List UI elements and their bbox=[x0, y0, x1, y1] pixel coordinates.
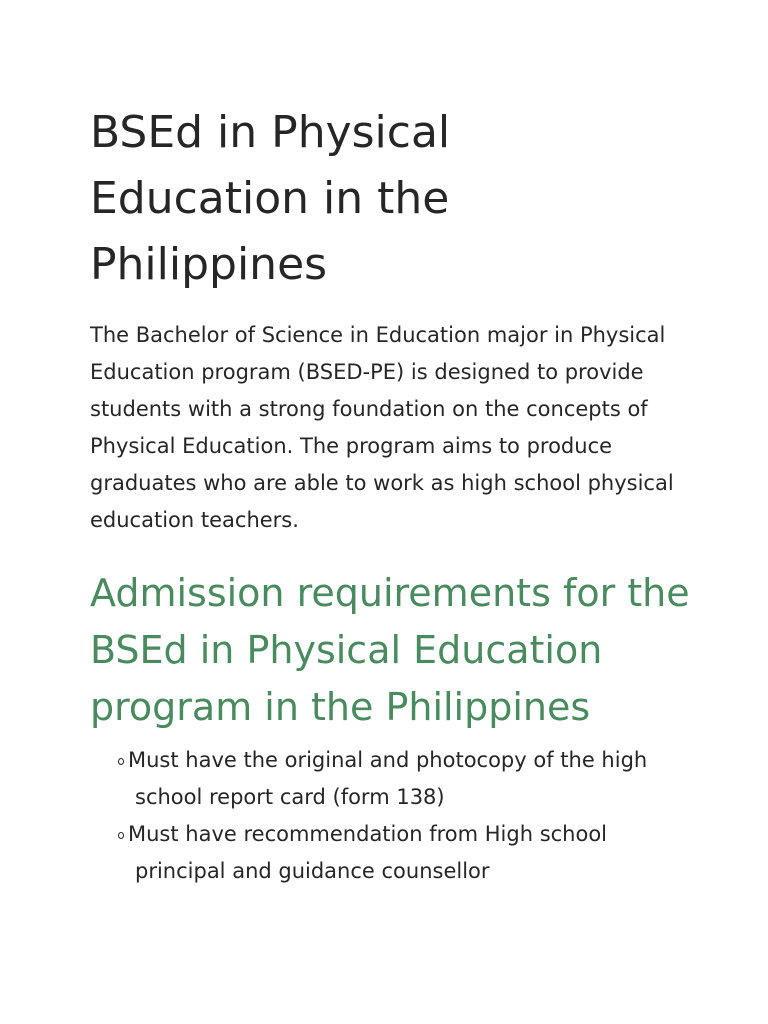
page-title: BSEd in Physical Education in the Philippines bbox=[90, 107, 451, 290]
admission-heading: Admission requirements for the BSEd in Physical Education program in the Philippines bbox=[90, 571, 690, 729]
intro-paragraph: The Bachelor of Science in Education major in Physical Education program (BSED-PE) is designed to provide students with a strong foundation on the concepts of Physical Education. The program aims to produce graduates who are able to work as high school physical education teachers. bbox=[90, 323, 674, 532]
requirement-text: Must have recommendation from High school principal and guidance counsellor bbox=[128, 822, 608, 883]
requirements-list bbox=[90, 742, 690, 890]
document-page bbox=[90, 100, 690, 890]
list-item bbox=[90, 742, 655, 816]
requirement-text: Must have the original and photocopy of the high school report card (form 138) bbox=[128, 748, 648, 809]
list-item bbox=[90, 816, 655, 890]
circle-bullet-icon bbox=[118, 832, 124, 839]
circle-bullet-icon bbox=[118, 758, 124, 765]
